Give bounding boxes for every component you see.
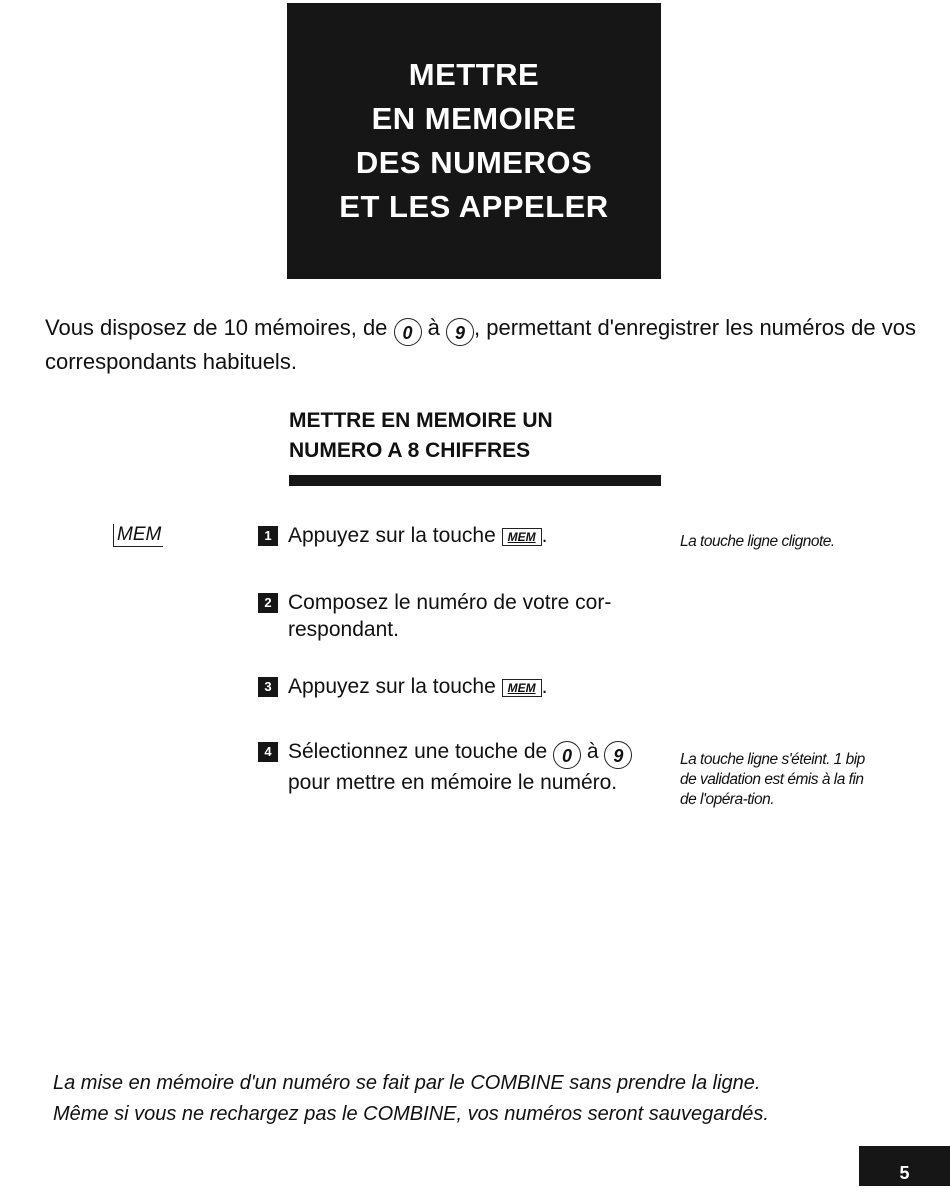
mem-key-icon: MEM: [502, 528, 542, 546]
step-2: [258, 589, 658, 643]
step-text: à: [581, 740, 605, 763]
side-note-1: La touche ligne clignote.: [680, 533, 835, 550]
step-3: [258, 673, 658, 700]
side-note-4: La touche ligne s'éteint. 1 bip de validation est émis à la fin de l'opéra-tion.: [680, 751, 865, 808]
step-number: 2: [258, 593, 278, 613]
title-line: METTRE: [408, 57, 540, 92]
step-text: Appuyez sur la touche: [288, 524, 502, 547]
section-divider: [289, 475, 661, 486]
intro-paragraph: [45, 312, 925, 377]
key-0-icon: 0: [394, 318, 422, 346]
title-line: EN MEMOIRE: [371, 101, 577, 136]
section-heading-line: NUMERO A 8 CHIFFRES: [289, 439, 531, 462]
step-text: .: [541, 675, 548, 698]
step-text: pour mettre en mémoire le numéro.: [288, 771, 618, 794]
step-text: Appuyez sur la touche: [288, 675, 502, 698]
title-box: [287, 3, 661, 279]
footer-note: [53, 1068, 933, 1130]
step-text: Sélectionnez une touche de: [288, 740, 554, 763]
step-text: .: [541, 524, 548, 547]
title-line: DES NUMEROS: [355, 145, 593, 180]
intro-text: Vous disposez de 10 mémoires, de: [45, 315, 394, 340]
mem-margin-label: MEM: [113, 524, 163, 547]
footer-line: La mise en mémoire d'un numéro se fait par le COMBINE sans prendre la ligne.: [53, 1072, 761, 1094]
step-number: 3: [258, 677, 278, 697]
step-text: Composez le numéro de votre cor-respondant.: [288, 591, 612, 641]
intro-text: à: [421, 315, 446, 340]
section-heading-line: METTRE EN MEMOIRE UN: [289, 409, 553, 432]
footer-line: Même si vous ne rechargez pas le COMBINE, vos numéros seront sauvegardés.: [53, 1103, 769, 1125]
page-title: [339, 53, 608, 229]
key-9-icon: 9: [604, 741, 632, 769]
title-line: ET LES APPELER: [339, 189, 609, 224]
key-0-icon: 0: [553, 741, 581, 769]
key-9-icon: 9: [446, 318, 474, 346]
page-number: 5: [859, 1146, 950, 1186]
step-1: [258, 522, 658, 549]
step-number: 4: [258, 742, 278, 762]
step-number: 1: [258, 526, 278, 546]
intro-text: , permettant d'enregistrer les numéros de vos correspondants habituels.: [45, 315, 916, 374]
mem-key-icon: MEM: [502, 679, 542, 697]
step-4: [258, 738, 658, 796]
section-heading: [289, 406, 669, 466]
